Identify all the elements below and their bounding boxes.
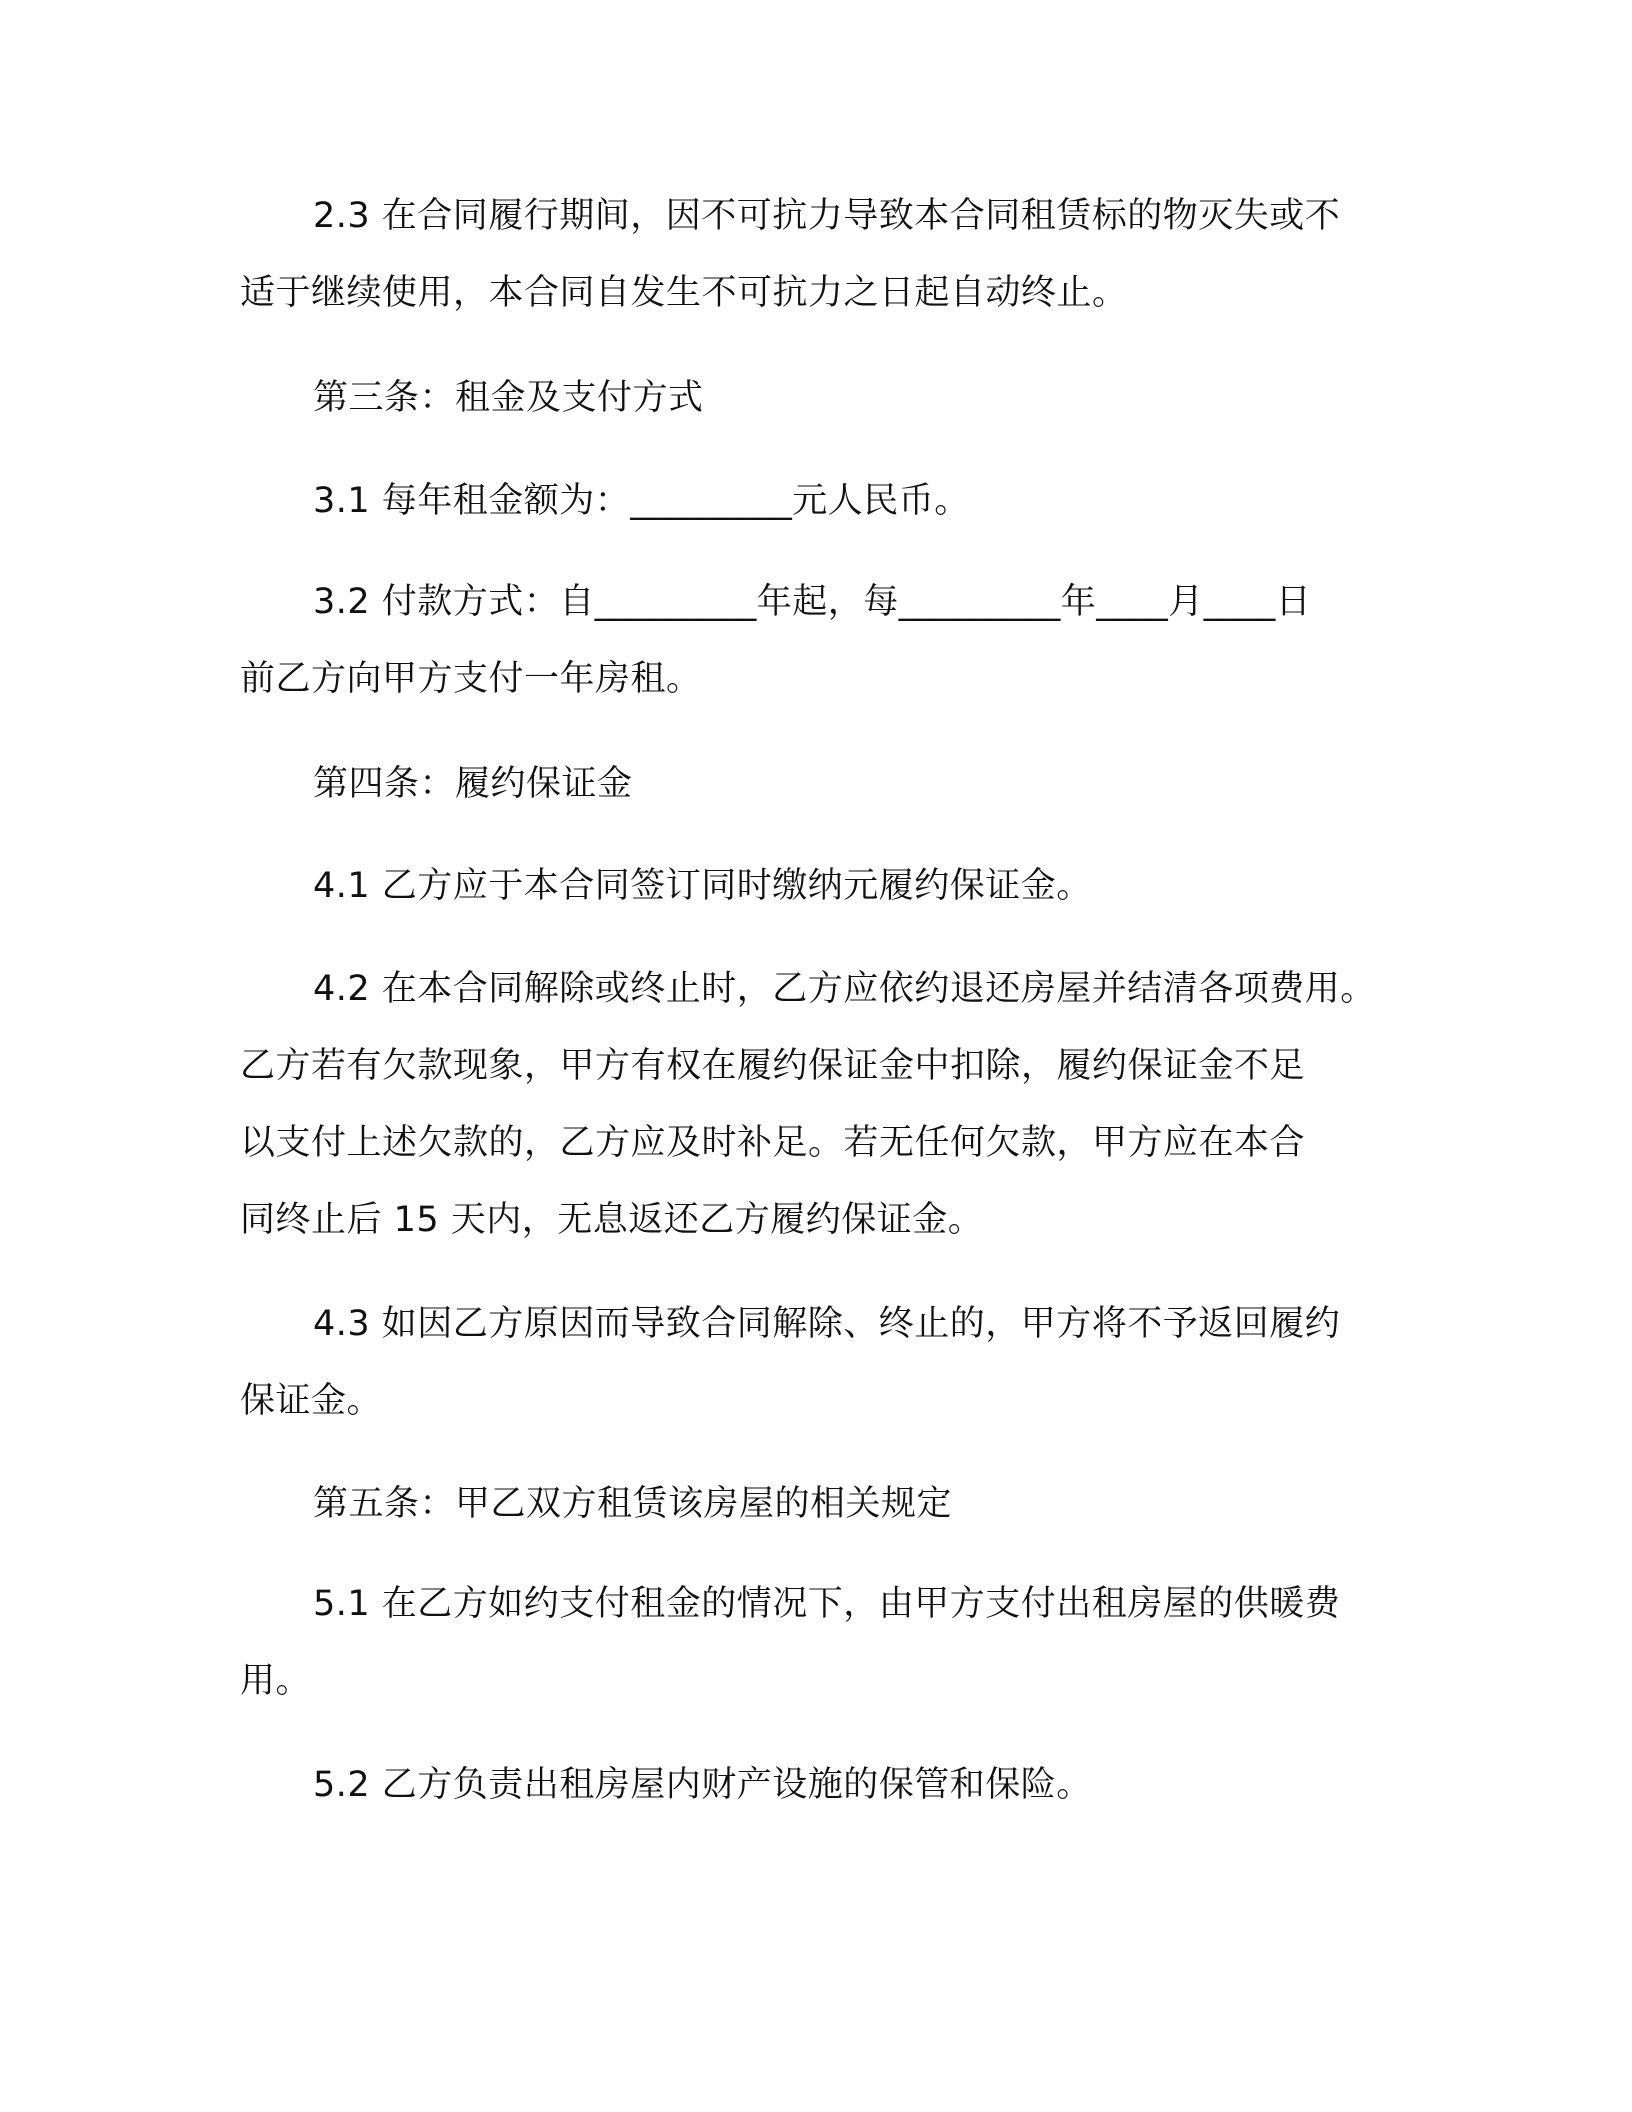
article-5-heading: 第五条：甲乙双方租赁该房屋的相关规定 (313, 1484, 953, 1524)
article-3-heading: 第三条：租金及支付方式 (313, 378, 704, 418)
article-4-heading: 第四条：履约保证金 (313, 764, 633, 804)
clause-4-1: 4.1 乙方应于本合同签订同时缴纳元履约保证金。 (313, 866, 1092, 906)
clause-3-1: 3.1 每年租金额为：_________元人民币。 (313, 481, 970, 521)
clause-5-1-line-2: 用。 (240, 1661, 312, 1701)
clause-4-2-line-4: 同终止后 15 天内，无息返还乙方履约保证金。 (240, 1200, 984, 1240)
clause-4-2-line-2: 乙方若有欠款现象，甲方有权在履约保证金中扣除，履约保证金不足 (240, 1046, 1306, 1086)
clause-4-3-line-1: 4.3 如因乙方原因而导致合同解除、终止的，甲方将不予返回履约 (313, 1304, 1341, 1344)
clause-5-1-line-1: 5.1 在乙方如约支付租金的情况下，由甲方支付出租房屋的供暖费 (313, 1584, 1341, 1624)
clause-5-2: 5.2 乙方负责出租房屋内财产设施的保管和保险。 (313, 1765, 1092, 1805)
clause-3-2-line-2: 前乙方向甲方支付一年房租。 (240, 659, 702, 699)
clause-3-2-line-1: 3.2 付款方式：自_________年起，每_________年____月____日 (313, 582, 1312, 622)
clause-2-3-line-2: 适于继续使用，本合同自发生不可抗力之日起自动终止。 (240, 273, 1128, 313)
clause-4-2-line-3: 以支付上述欠款的，乙方应及时补足。若无任何欠款，甲方应在本合 (240, 1123, 1306, 1163)
clause-4-3-line-2: 保证金。 (240, 1381, 383, 1421)
clause-2-3-line-1: 2.3 在合同履行期间，因不可抗力导致本合同租赁标的物灭失或不 (313, 196, 1341, 236)
clause-4-2-line-1: 4.2 在本合同解除或终止时，乙方应依约退还房屋并结清各项费用。 (313, 969, 1376, 1009)
